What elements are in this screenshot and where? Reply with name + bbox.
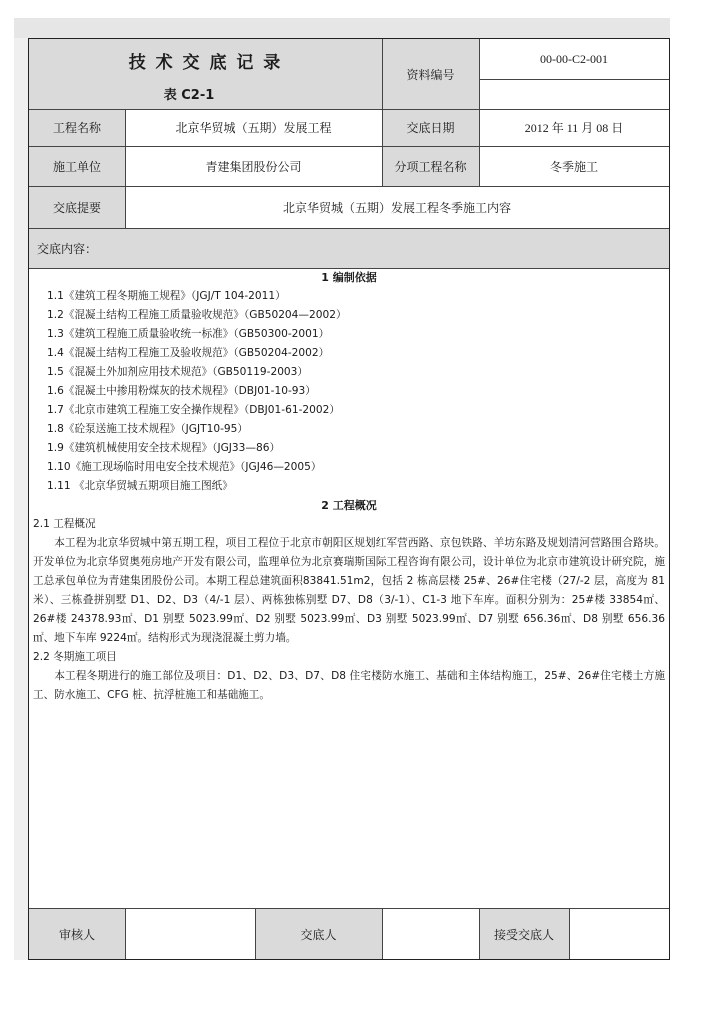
reviewer-label: 审核人 bbox=[29, 909, 125, 959]
reference-item: 1.7《北京市建筑工程施工安全操作规程》（DBJ01-61-2002） bbox=[47, 404, 340, 416]
reference-item: 1.5《混凝土外加剂应用技术规范》（GB50119-2003） bbox=[47, 366, 309, 378]
form-number: 表 C2-1 bbox=[163, 88, 215, 103]
contractor-label: 施工单位 bbox=[29, 146, 125, 186]
page-title: 技 术 交 底 记 录 bbox=[128, 53, 283, 73]
summary-label: 交底提要 bbox=[29, 186, 125, 228]
content-label: 交底内容： bbox=[29, 228, 669, 268]
doc-no-label: 资料编号 bbox=[382, 39, 479, 109]
grid-line bbox=[125, 109, 126, 228]
reference-item: 1.9《建筑机械使用安全技术规程》（JGJ33—86） bbox=[47, 442, 281, 454]
receiver-signature-field[interactable] bbox=[569, 909, 669, 959]
discloser-label: 交底人 bbox=[255, 909, 382, 959]
reference-item: 1.11 《北京华贸城五期项目施工图纸》 bbox=[47, 480, 233, 492]
section-2-1-title: 2.1 工程概况 bbox=[33, 518, 96, 530]
date-value: 2012 年 11 月 08 日 bbox=[524, 121, 624, 135]
grid-line bbox=[479, 909, 480, 959]
grid-line bbox=[125, 909, 126, 959]
disclosure-content bbox=[33, 268, 665, 705]
reviewer-signature-field[interactable] bbox=[125, 909, 255, 959]
project-value: 北京华贸城（五期）发展工程 bbox=[175, 121, 332, 135]
grid-line bbox=[479, 39, 480, 186]
reference-item: 1.10《施工现场临时用电安全技术规范》（JGJ46—2005） bbox=[47, 461, 322, 473]
section-2-2-text: 本工程冬期进行的施工部位及项目：D1、D2、D3、D7、D8 住宅楼防水施工、基础和主体结构施工，25#、26#住宅楼土方施工、防水施工、CFG 桩、抗浮桩施工和基础施工。 bbox=[33, 670, 665, 701]
grid-line bbox=[569, 909, 570, 959]
grid-line bbox=[382, 909, 383, 959]
reference-item: 1.2《混凝土结构工程施工质量验收规范》（GB50204—2002） bbox=[47, 309, 347, 321]
doc-no-value: 00-00-C2-001 bbox=[540, 51, 608, 66]
section-2-1-text: 本工程为北京华贸城中第五期工程，项目工程位于北京市朝阳区规划红军营西路、京包铁路、羊坊东路及规划清河营路围合路块。开发单位为北京华贸奥苑房地产开发有限公司，监理单位为北京赛瑞斯国际工程咨询有限公司，设计单位为北京市建筑设计研究院，施工总承包单位为青建集团股份公司。本期工程总建筑面积83841.51m2，包括 2 栋高层楼 25#、26#住宅楼（27/-2 层，高度为 81 米）、三栋叠拼别墅 D1、D2、D3（4/-1 层）、两栋独栋别墅 D7、D8（3/-1）、C1-3 地下车库。面积分别为：25#楼 33854㎡、26#楼 24378.93㎡、D1 别墅 5023.99㎡、D2 别墅 5023.99㎡、D3 别墅 5023.99㎡、D7 别墅 656.36㎡、D8 别墅 656.36㎡、地下车库 9224㎡。结构形式为现浇混凝土剪力墙。 bbox=[33, 537, 665, 644]
project-label: 工程名称 bbox=[29, 109, 125, 146]
summary-value: 北京华贸城（五期）发展工程冬季施工内容 bbox=[282, 200, 511, 215]
reference-item: 1.8《砼泵送施工技术规程》（JGJT10-95） bbox=[47, 423, 248, 435]
reference-list bbox=[33, 287, 665, 496]
contractor-value: 青建集团股份公司 bbox=[205, 159, 302, 174]
date-label: 交底日期 bbox=[382, 109, 479, 146]
subproject-value: 冬季施工 bbox=[549, 159, 598, 174]
reference-item: 1.6《混凝土中掺用粉煤灰的技术规程》（DBJ01-10-93） bbox=[47, 385, 316, 397]
reference-item: 1.4《混凝土结构工程施工及验收规范》（GB50204-2002） bbox=[47, 347, 330, 359]
reference-item: 1.1《建筑工程冬期施工规程》（JGJ/T 104-2011） bbox=[47, 290, 286, 302]
grid-line bbox=[479, 79, 669, 80]
grid-line bbox=[255, 909, 256, 959]
section-2-title: 2 工程概况 bbox=[321, 499, 377, 512]
top-bar bbox=[14, 18, 670, 38]
grid-line bbox=[382, 39, 383, 186]
discloser-signature-field[interactable] bbox=[382, 909, 479, 959]
left-margin-strip bbox=[14, 38, 28, 960]
section-2-2-title: 2.2 冬期施工项目 bbox=[33, 651, 117, 663]
grid-line bbox=[29, 228, 669, 229]
section-1-title: 1 编制依据 bbox=[321, 271, 377, 284]
receiver-label: 接受交底人 bbox=[479, 909, 569, 959]
subproject-label: 分项工程名称 bbox=[382, 146, 479, 186]
reference-item: 1.3《建筑工程施工质量验收统一标准》（GB50300-2001） bbox=[47, 328, 330, 340]
